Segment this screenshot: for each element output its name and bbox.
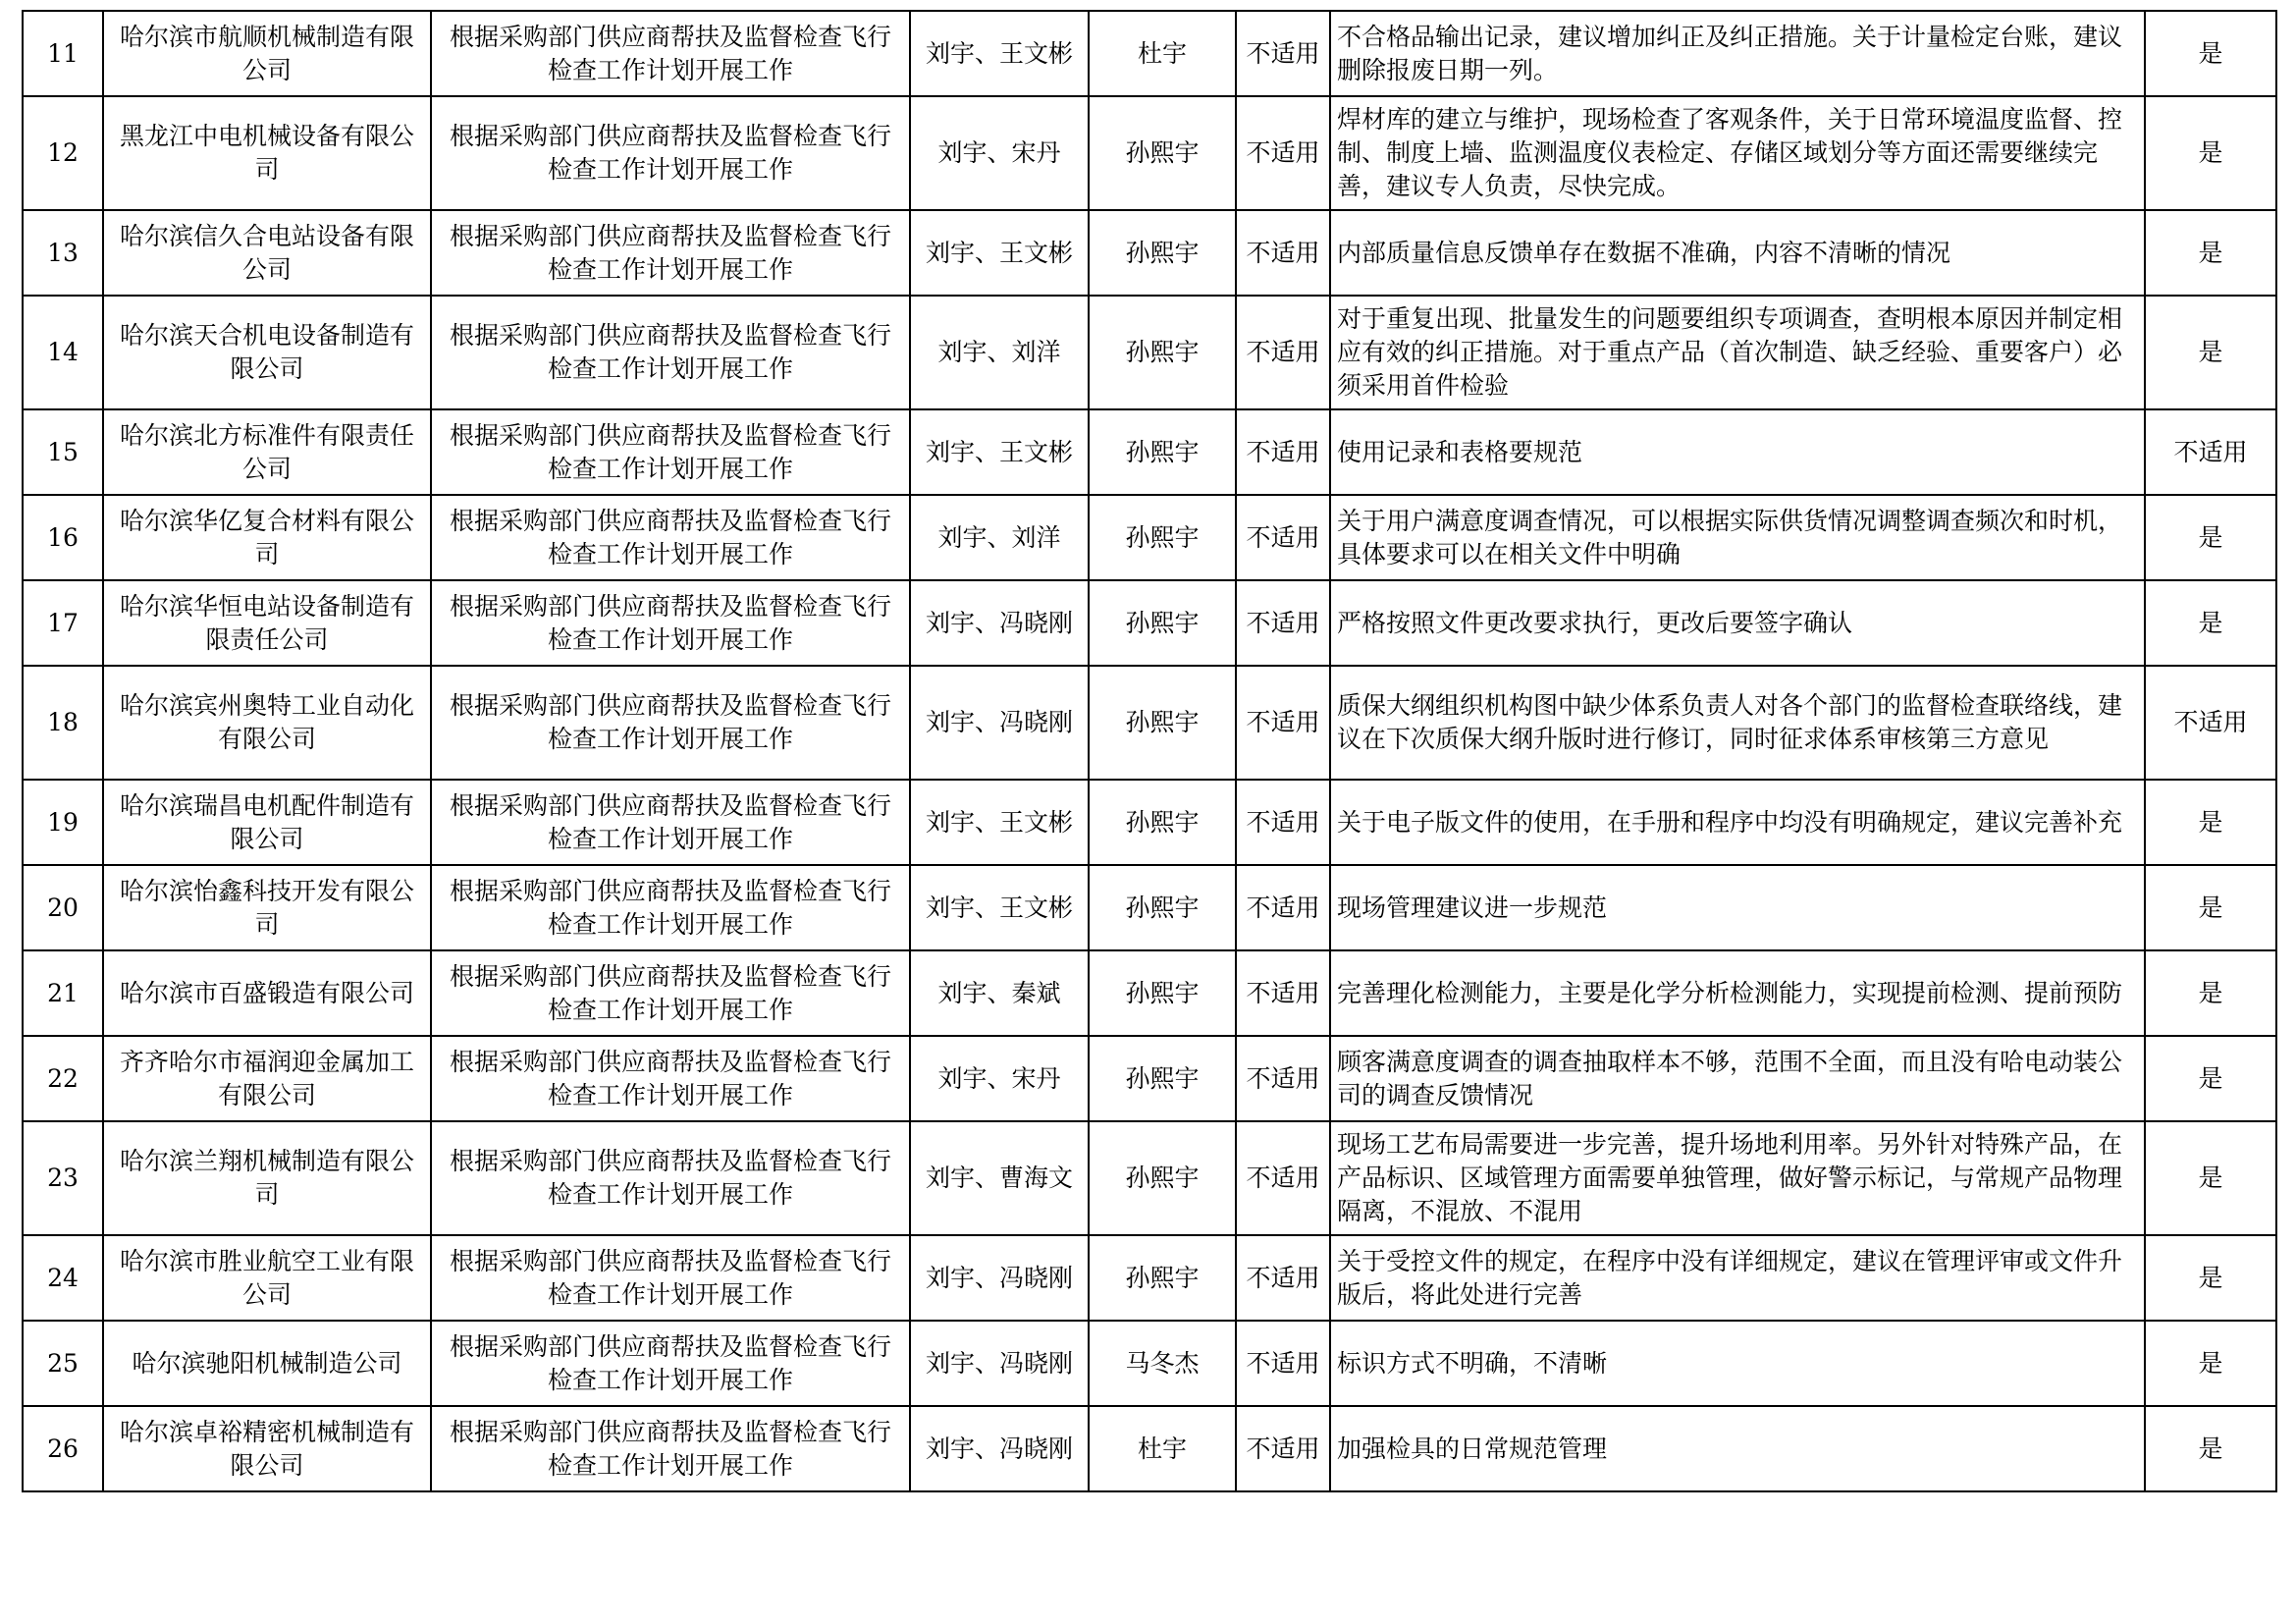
inspection-table [22, 10, 2277, 1492]
company-name-cell: 哈尔滨市胜业航空工业有限公司 [103, 1235, 431, 1321]
inspectors-cell: 刘宇、王文彬 [910, 865, 1089, 950]
issue-description-cell: 使用记录和表格要规范 [1330, 409, 2145, 495]
company-name-cell: 哈尔滨宾州奥特工业自动化有限公司 [103, 666, 431, 780]
table-body [23, 11, 2276, 1491]
applicability-cell: 不适用 [1236, 296, 1330, 409]
applicability-cell: 不适用 [1236, 11, 1330, 96]
closure-status-cell: 是 [2145, 580, 2276, 666]
inspection-basis-cell: 根据采购部门供应商帮扶及监督检查飞行检查工作计划开展工作 [431, 666, 910, 780]
company-name-cell: 哈尔滨市航顺机械制造有限公司 [103, 11, 431, 96]
inspectors-cell: 刘宇、王文彬 [910, 11, 1089, 96]
issue-description-cell: 关于电子版文件的使用，在手册和程序中均没有明确规定，建议完善补充 [1330, 780, 2145, 865]
inspectors-cell: 刘宇、王文彬 [910, 210, 1089, 296]
closure-status-cell: 是 [2145, 210, 2276, 296]
row-number-cell: 23 [23, 1121, 103, 1235]
table-row [23, 865, 2276, 950]
table-row [23, 409, 2276, 495]
inspection-basis-cell: 根据采购部门供应商帮扶及监督检查飞行检查工作计划开展工作 [431, 1406, 910, 1491]
row-number-cell: 17 [23, 580, 103, 666]
approver-cell: 孙熙宇 [1089, 96, 1236, 210]
approver-cell: 孙熙宇 [1089, 1235, 1236, 1321]
approver-cell: 孙熙宇 [1089, 580, 1236, 666]
row-number-cell: 21 [23, 950, 103, 1036]
company-name-cell: 哈尔滨华亿复合材料有限公司 [103, 495, 431, 580]
company-name-cell: 哈尔滨怡鑫科技开发有限公司 [103, 865, 431, 950]
inspectors-cell: 刘宇、冯晓刚 [910, 580, 1089, 666]
row-number-cell: 25 [23, 1321, 103, 1406]
inspection-basis-cell: 根据采购部门供应商帮扶及监督检查飞行检查工作计划开展工作 [431, 1121, 910, 1235]
issue-description-cell: 加强检具的日常规范管理 [1330, 1406, 2145, 1491]
approver-cell: 孙熙宇 [1089, 666, 1236, 780]
inspection-basis-cell: 根据采购部门供应商帮扶及监督检查飞行检查工作计划开展工作 [431, 1321, 910, 1406]
inspectors-cell: 刘宇、宋丹 [910, 96, 1089, 210]
issue-description-cell: 不合格品输出记录，建议增加纠正及纠正措施。关于计量检定台账，建议删除报废日期一列。 [1330, 11, 2145, 96]
inspectors-cell: 刘宇、王文彬 [910, 780, 1089, 865]
approver-cell: 孙熙宇 [1089, 950, 1236, 1036]
table-row [23, 1406, 2276, 1491]
applicability-cell: 不适用 [1236, 409, 1330, 495]
approver-cell: 杜宇 [1089, 11, 1236, 96]
inspection-basis-cell: 根据采购部门供应商帮扶及监督检查飞行检查工作计划开展工作 [431, 580, 910, 666]
company-name-cell: 哈尔滨兰翔机械制造有限公司 [103, 1121, 431, 1235]
row-number-cell: 20 [23, 865, 103, 950]
closure-status-cell: 是 [2145, 1121, 2276, 1235]
company-name-cell: 哈尔滨市百盛锻造有限公司 [103, 950, 431, 1036]
row-number-cell: 19 [23, 780, 103, 865]
row-number-cell: 18 [23, 666, 103, 780]
approver-cell: 孙熙宇 [1089, 1036, 1236, 1121]
inspection-basis-cell: 根据采购部门供应商帮扶及监督检查飞行检查工作计划开展工作 [431, 11, 910, 96]
issue-description-cell: 现场工艺布局需要进一步完善，提升场地利用率。另外针对特殊产品，在产品标识、区域管理方面需要单独管理，做好警示标记，与常规产品物理隔离，不混放、不混用 [1330, 1121, 2145, 1235]
inspection-basis-cell: 根据采购部门供应商帮扶及监督检查飞行检查工作计划开展工作 [431, 865, 910, 950]
row-number-cell: 15 [23, 409, 103, 495]
company-name-cell: 哈尔滨瑞昌电机配件制造有限公司 [103, 780, 431, 865]
inspectors-cell: 刘宇、秦斌 [910, 950, 1089, 1036]
table-row [23, 1235, 2276, 1321]
inspectors-cell: 刘宇、宋丹 [910, 1036, 1089, 1121]
inspectors-cell: 刘宇、曹海文 [910, 1121, 1089, 1235]
applicability-cell: 不适用 [1236, 1235, 1330, 1321]
inspectors-cell: 刘宇、王文彬 [910, 409, 1089, 495]
inspectors-cell: 刘宇、冯晓刚 [910, 1406, 1089, 1491]
approver-cell: 孙熙宇 [1089, 296, 1236, 409]
table-row [23, 296, 2276, 409]
inspection-basis-cell: 根据采购部门供应商帮扶及监督检查飞行检查工作计划开展工作 [431, 96, 910, 210]
issue-description-cell: 顾客满意度调查的调查抽取样本不够，范围不全面，而且没有哈电动装公司的调查反馈情况 [1330, 1036, 2145, 1121]
issue-description-cell: 对于重复出现、批量发生的问题要组织专项调查，查明根本原因并制定相应有效的纠正措施。对于重点产品（首次制造、缺乏经验、重要客户）必须采用首件检验 [1330, 296, 2145, 409]
company-name-cell: 哈尔滨华恒电站设备制造有限责任公司 [103, 580, 431, 666]
inspectors-cell: 刘宇、冯晓刚 [910, 1235, 1089, 1321]
closure-status-cell: 是 [2145, 495, 2276, 580]
table-row [23, 1321, 2276, 1406]
inspectors-cell: 刘宇、冯晓刚 [910, 1321, 1089, 1406]
company-name-cell: 哈尔滨驰阳机械制造公司 [103, 1321, 431, 1406]
approver-cell: 孙熙宇 [1089, 409, 1236, 495]
company-name-cell: 哈尔滨北方标准件有限责任公司 [103, 409, 431, 495]
row-number-cell: 12 [23, 96, 103, 210]
closure-status-cell: 是 [2145, 1235, 2276, 1321]
closure-status-cell: 是 [2145, 1036, 2276, 1121]
closure-status-cell: 不适用 [2145, 666, 2276, 780]
applicability-cell: 不适用 [1236, 950, 1330, 1036]
row-number-cell: 14 [23, 296, 103, 409]
issue-description-cell: 关于用户满意度调查情况，可以根据实际供货情况调整调查频次和时机，具体要求可以在相关文件中明确 [1330, 495, 2145, 580]
issue-description-cell: 关于受控文件的规定，在程序中没有详细规定，建议在管理评审或文件升版后，将此处进行完善 [1330, 1235, 2145, 1321]
applicability-cell: 不适用 [1236, 1036, 1330, 1121]
inspection-basis-cell: 根据采购部门供应商帮扶及监督检查飞行检查工作计划开展工作 [431, 1235, 910, 1321]
applicability-cell: 不适用 [1236, 96, 1330, 210]
row-number-cell: 11 [23, 11, 103, 96]
closure-status-cell: 是 [2145, 1321, 2276, 1406]
issue-description-cell: 标识方式不明确，不清晰 [1330, 1321, 2145, 1406]
inspectors-cell: 刘宇、刘洋 [910, 296, 1089, 409]
inspectors-cell: 刘宇、刘洋 [910, 495, 1089, 580]
issue-description-cell: 严格按照文件更改要求执行，更改后要签字确认 [1330, 580, 2145, 666]
company-name-cell: 哈尔滨信久合电站设备有限公司 [103, 210, 431, 296]
approver-cell: 孙熙宇 [1089, 495, 1236, 580]
table-row [23, 780, 2276, 865]
applicability-cell: 不适用 [1236, 1121, 1330, 1235]
closure-status-cell: 是 [2145, 96, 2276, 210]
company-name-cell: 齐齐哈尔市福润迎金属加工有限公司 [103, 1036, 431, 1121]
applicability-cell: 不适用 [1236, 666, 1330, 780]
closure-status-cell: 不适用 [2145, 409, 2276, 495]
table-row [23, 96, 2276, 210]
inspection-basis-cell: 根据采购部门供应商帮扶及监督检查飞行检查工作计划开展工作 [431, 780, 910, 865]
closure-status-cell: 是 [2145, 950, 2276, 1036]
table-row [23, 950, 2276, 1036]
closure-status-cell: 是 [2145, 780, 2276, 865]
company-name-cell: 哈尔滨天合机电设备制造有限公司 [103, 296, 431, 409]
table-row [23, 666, 2276, 780]
closure-status-cell: 是 [2145, 296, 2276, 409]
approver-cell: 孙熙宇 [1089, 210, 1236, 296]
row-number-cell: 13 [23, 210, 103, 296]
approver-cell: 孙熙宇 [1089, 780, 1236, 865]
table-row [23, 580, 2276, 666]
inspection-basis-cell: 根据采购部门供应商帮扶及监督检查飞行检查工作计划开展工作 [431, 495, 910, 580]
row-number-cell: 22 [23, 1036, 103, 1121]
inspection-basis-cell: 根据采购部门供应商帮扶及监督检查飞行检查工作计划开展工作 [431, 296, 910, 409]
row-number-cell: 16 [23, 495, 103, 580]
approver-cell: 孙熙宇 [1089, 865, 1236, 950]
closure-status-cell: 是 [2145, 1406, 2276, 1491]
applicability-cell: 不适用 [1236, 210, 1330, 296]
table-row [23, 495, 2276, 580]
company-name-cell: 黑龙江中电机械设备有限公司 [103, 96, 431, 210]
row-number-cell: 26 [23, 1406, 103, 1491]
issue-description-cell: 质保大纲组织机构图中缺少体系负责人对各个部门的监督检查联络线，建议在下次质保大纲升版时进行修订，同时征求体系审核第三方意见 [1330, 666, 2145, 780]
issue-description-cell: 内部质量信息反馈单存在数据不准确，内容不清晰的情况 [1330, 210, 2145, 296]
approver-cell: 杜宇 [1089, 1406, 1236, 1491]
table-row [23, 1121, 2276, 1235]
table-row [23, 1036, 2276, 1121]
table-row [23, 210, 2276, 296]
closure-status-cell: 是 [2145, 865, 2276, 950]
row-number-cell: 24 [23, 1235, 103, 1321]
inspection-basis-cell: 根据采购部门供应商帮扶及监督检查飞行检查工作计划开展工作 [431, 1036, 910, 1121]
inspectors-cell: 刘宇、冯晓刚 [910, 666, 1089, 780]
applicability-cell: 不适用 [1236, 865, 1330, 950]
inspection-basis-cell: 根据采购部门供应商帮扶及监督检查飞行检查工作计划开展工作 [431, 210, 910, 296]
inspection-basis-cell: 根据采购部门供应商帮扶及监督检查飞行检查工作计划开展工作 [431, 950, 910, 1036]
applicability-cell: 不适用 [1236, 780, 1330, 865]
applicability-cell: 不适用 [1236, 580, 1330, 666]
issue-description-cell: 焊材库的建立与维护，现场检查了客观条件，关于日常环境温度监督、控制、制度上墙、监测温度仪表检定、存储区域划分等方面还需要继续完善，建议专人负责，尽快完成。 [1330, 96, 2145, 210]
approver-cell: 孙熙宇 [1089, 1121, 1236, 1235]
company-name-cell: 哈尔滨卓裕精密机械制造有限公司 [103, 1406, 431, 1491]
table-row [23, 11, 2276, 96]
issue-description-cell: 现场管理建议进一步规范 [1330, 865, 2145, 950]
approver-cell: 马冬杰 [1089, 1321, 1236, 1406]
inspection-basis-cell: 根据采购部门供应商帮扶及监督检查飞行检查工作计划开展工作 [431, 409, 910, 495]
applicability-cell: 不适用 [1236, 495, 1330, 580]
applicability-cell: 不适用 [1236, 1406, 1330, 1491]
closure-status-cell: 是 [2145, 11, 2276, 96]
issue-description-cell: 完善理化检测能力，主要是化学分析检测能力，实现提前检测、提前预防 [1330, 950, 2145, 1036]
applicability-cell: 不适用 [1236, 1321, 1330, 1406]
